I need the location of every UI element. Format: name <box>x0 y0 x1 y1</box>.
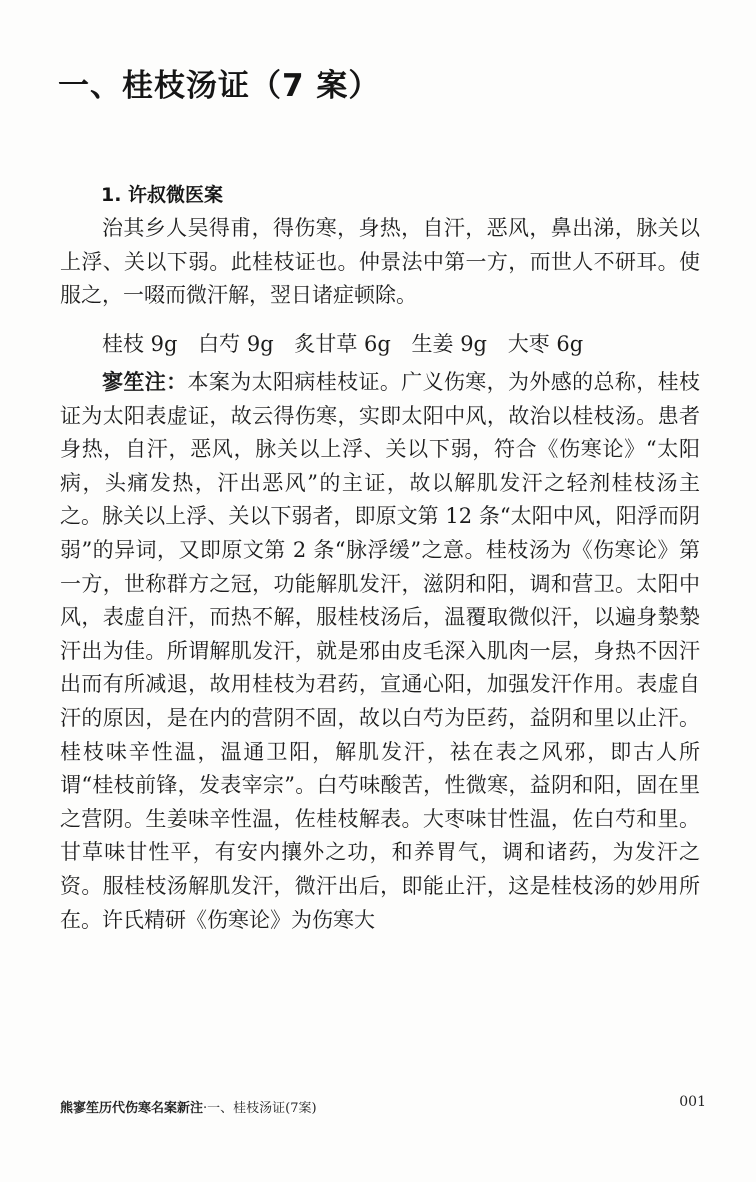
footer-book-title: 熊寥笙历代伤寒名案新注 <box>60 1101 204 1116</box>
prescription-item: 生姜 9g <box>411 332 487 356</box>
chapter-title: 一、桂枝汤证（7 案） <box>58 68 381 104</box>
prescription-item: 白芍 9g <box>198 332 274 356</box>
commentary-paragraph <box>60 366 700 937</box>
prescription-item: 大枣 6g <box>507 332 584 356</box>
prescription-line <box>102 328 597 362</box>
footer-chapter-ref: 一、桂枝汤证(7案) <box>207 1101 317 1116</box>
prescription-item: 桂枝 9g <box>102 332 178 356</box>
commentary-label: 寥笙注： <box>102 370 188 394</box>
commentary-text: 本案为太阳病桂枝证。广义伤寒，为外感的总称，桂枝证为太阳表虚证，故云得伤寒，实即太阳中风，故治以桂枝汤。患者身热，自汗，恶风，脉关以上浮、关以下弱，符合《伤寒论》“太阳病，头痛发热，汗出恶风”的主证，故以解肌发汗之轻剂桂枝汤主之。脉关以上浮、关以下弱者，即原文第 12 条“太阳中风，阳浮而阴弱”的异词，又即原文第 2 条“脉浮缓”之意。桂枝汤为《伤寒论》第一方，世称群方之冠，功能解肌发汗，滋阴和阳，调和营卫。太阳中风，表虚自汗，而热不解，服桂枝汤后，温覆取微似汗，以遍身漐漐汗出为佳。所谓解肌发汗，就是邪由皮毛深入肌肉一层，身热不因汗出而有所减退，故用桂枝为君药，宣通心阳，加强发汗作用。表虚自汗的原因，是在内的营阴不固，故以白芍为臣药，益阴和里以止汗。桂枝味辛性温，温通卫阳，解肌发汗，祛在表之风邪，即古人所谓“桂枝前锋，发表宰宗”。白芍味酸苦，性微寒，益阴和阳，固在里之营阴。生姜味辛性温，佐桂枝解表。大枣味甘性温，佐白芍和里。甘草味甘性平，有安内攘外之功，和养胃气，调和诸药，为发汗之资。服桂枝汤解肌发汗，微汗出后，即能止汗，这是桂枝汤的妙用所在。许氏精研《伤寒论》为伤寒大 <box>60 370 701 932</box>
page-number: 001 <box>679 1094 706 1110</box>
section-title: 1. 许叔微医案 <box>101 184 224 206</box>
case-paragraph: 治其乡人吴得甫，得伤寒，身热，自汗，恶风，鼻出涕，脉关以上浮、关以下弱。此桂枝证也。仲景法中第一方，而世人不研耳。使服之，一啜而微汗解，翌日诸症顿除。 <box>60 216 700 308</box>
prescription-item: 炙甘草 6g <box>294 332 391 356</box>
running-footer <box>60 1097 317 1116</box>
footer-separator: · <box>203 1101 208 1116</box>
